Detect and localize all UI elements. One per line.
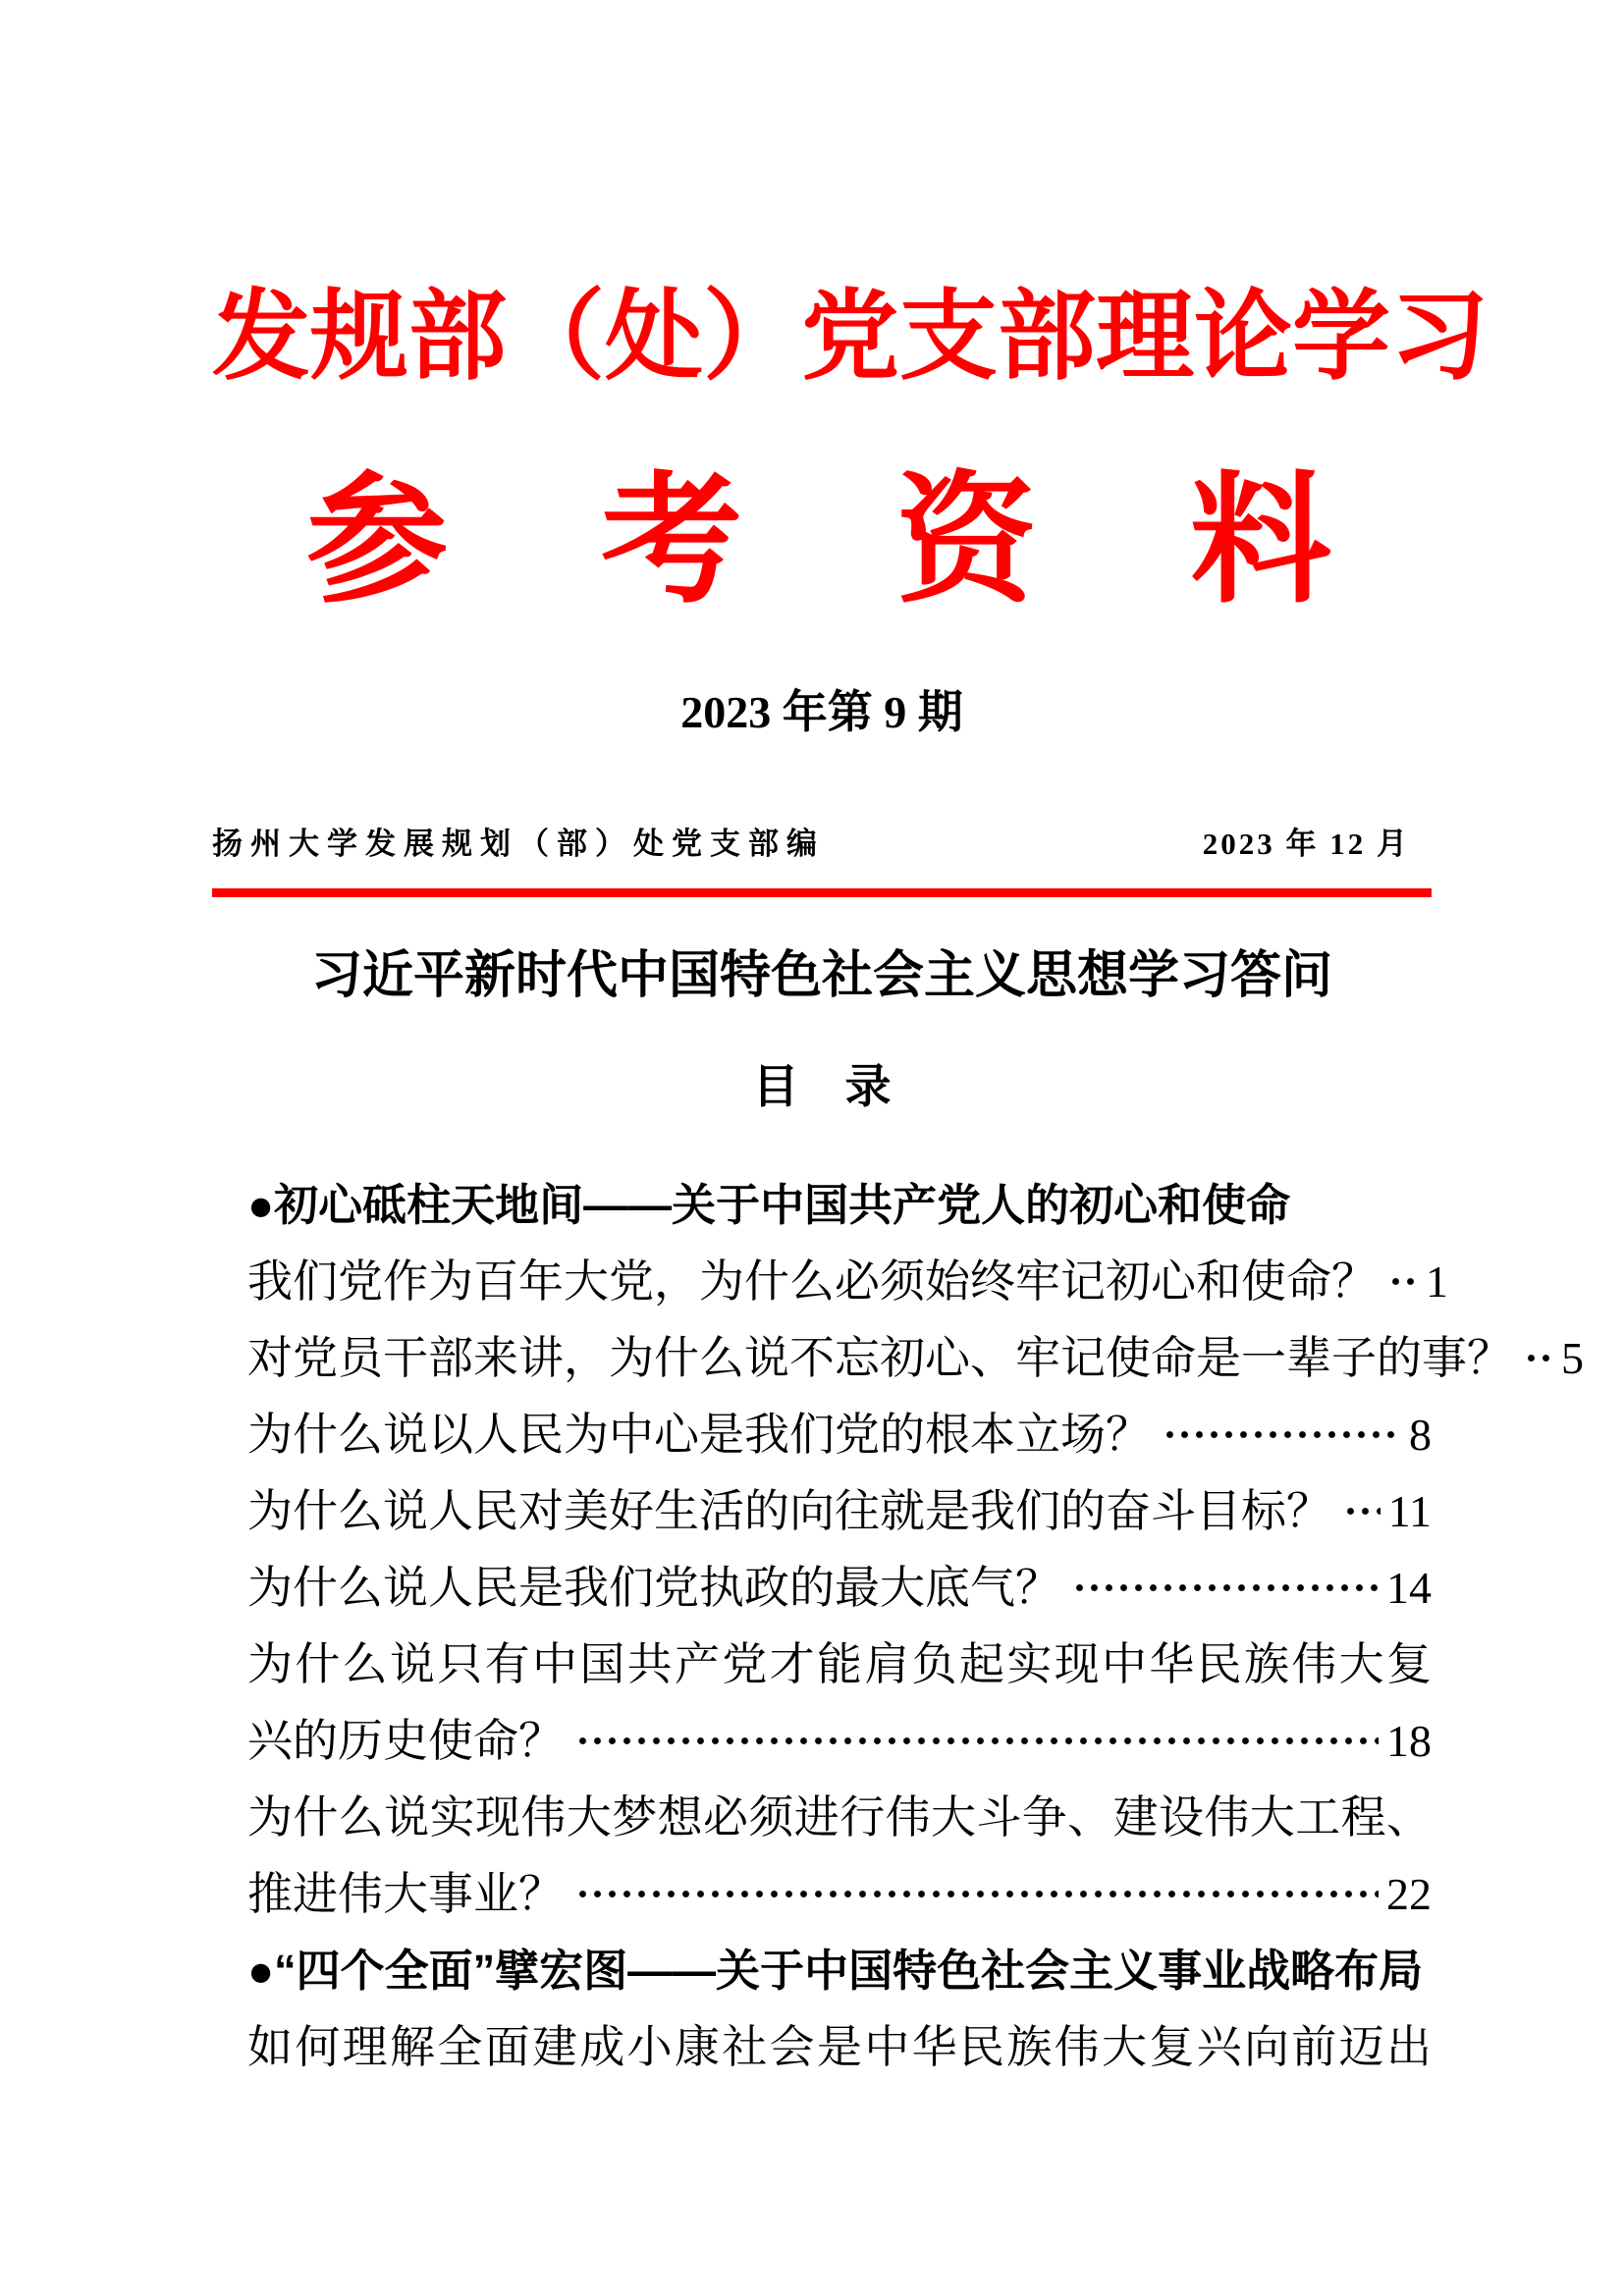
toc-section-header: ●初心砥柱天地间——关于中国共产党人的初心和使命	[247, 1179, 1291, 1230]
dot-leader	[1072, 1550, 1379, 1627]
toc-page-number: 14	[1386, 1562, 1432, 1613]
document-heading: 习近平新时代中国特色社会主义思想学习答问	[310, 946, 1332, 1004]
content-column	[0, 283, 1624, 2086]
table-of-contents	[212, 1167, 1584, 2086]
toc-page-number: 5	[1561, 1332, 1584, 1383]
page-title-line1: 发规部（处）党支部理论学习	[212, 283, 1489, 392]
toc-item-label: 对党员干部来讲，为什么说不忘初心、牢记使命是一辈子的事？	[247, 1332, 1512, 1383]
toc-heading: 目 录	[752, 1060, 892, 1113]
toc-item	[247, 1473, 1432, 1550]
toc-item-label: 为什么说人民是我们党执政的最大底气？	[247, 1562, 1060, 1613]
dot-leader	[1163, 1397, 1401, 1473]
divider-rule	[212, 888, 1432, 897]
dot-leader	[575, 1703, 1379, 1780]
toc-page-number: 11	[1387, 1485, 1432, 1536]
toc-section-header: ●“四个全面”擘宏图——关于中国特色社会主义事业战略布局	[247, 1945, 1424, 1996]
publish-date: 2023 年 12 月	[1202, 826, 1410, 861]
dot-leader	[1524, 1320, 1553, 1397]
toc-item-continuation: 如何理解全面建成小康社会是中华民族伟大复兴向前迈出	[247, 2021, 1432, 2072]
toc-item-label: 推进伟大事业？	[247, 1868, 564, 1919]
toc-page-number: 22	[1386, 1868, 1432, 1919]
page-title-line2: 参 考 资 料	[305, 464, 1337, 620]
dot-leader	[1343, 1473, 1380, 1550]
toc-item-continuation: 为什么说实现伟大梦想必须进行伟大斗争、建设伟大工程、	[247, 1791, 1432, 1842]
toc-item-continuation: 为什么说只有中国共产党才能肩负起实现中华民族伟大复	[247, 1638, 1432, 1689]
toc-page-number: 1	[1426, 1255, 1448, 1307]
toc-item	[247, 1397, 1432, 1473]
toc-item	[247, 1244, 1448, 1320]
toc-item	[247, 1856, 1432, 1933]
editor-credit: 扬州大学发展规划（部）处党支部编	[212, 826, 825, 861]
toc-item	[247, 1550, 1432, 1627]
toc-page-number: 8	[1409, 1409, 1432, 1460]
toc-item	[247, 1703, 1432, 1780]
byline-row	[212, 819, 1432, 863]
toc-item-label: 我们党作为百年大党，为什么必须始终牢记初心和使命？	[247, 1255, 1377, 1307]
dot-leader	[575, 1856, 1379, 1933]
toc-item-label: 为什么说人民对美好生活的向往就是我们的奋斗目标？	[247, 1485, 1331, 1536]
toc-item-label: 兴的历史使命？	[247, 1715, 564, 1766]
toc-page-number: 18	[1386, 1715, 1432, 1766]
dot-leader	[1388, 1244, 1418, 1320]
toc-item-label: 为什么说以人民为中心是我们党的根本立场？	[247, 1409, 1151, 1460]
toc-item	[247, 1320, 1584, 1397]
issue-number: 2023 年第 9 期	[680, 687, 963, 738]
